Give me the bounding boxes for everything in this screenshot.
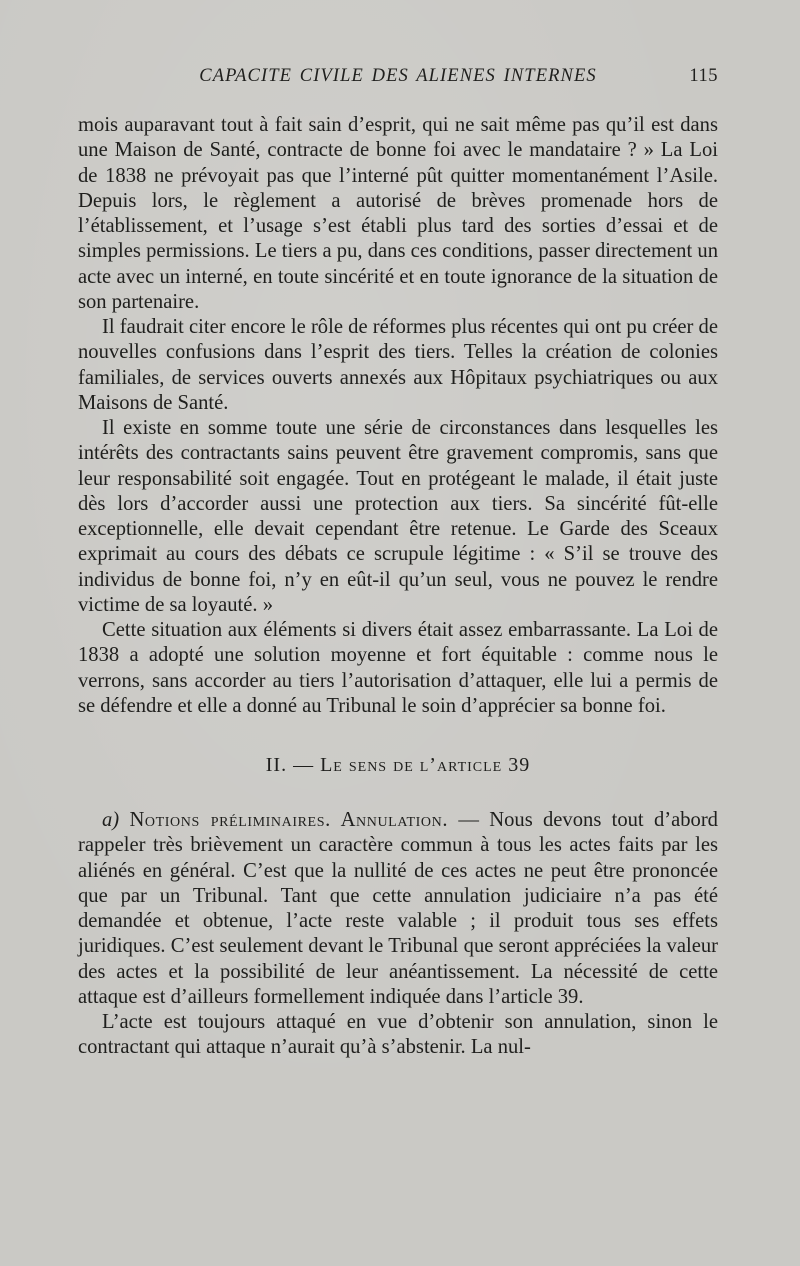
subsection-text: Nous devons tout d’abord rappeler très brièvement un caractère commun à tous les actes faits par les aliénés en général. C’est que la nullité de ces actes ne peut être prononcée que par un Tribunal. Tant que cette annulation judiciaire n’a pas été demandée et obtenue, l’acte reste valable ; il produit tous ses effets juridiques. C’est seulement devant le Tribunal que seront appréciées la valeur des actes et la possibilité de leur anéantissement. La nécessité de cette attaque est d’ailleurs formellement indiquée dans l’article 39. bbox=[78, 809, 718, 1008]
section-heading: II. — Le sens de l’article 39 bbox=[265, 754, 531, 776]
subsection-letter: a) bbox=[102, 809, 120, 831]
paragraph-2: Il faudrait citer encore le rôle de réformes plus récentes qui ont pu créer de nouvelles confusions dans l’esprit des tiers. Telles la création de colonies familiales, de services ouverts annexés aux Hôpitaux psychiatriques ou aux Maisons de Santé. bbox=[78, 316, 718, 414]
subsection-dash: — bbox=[448, 809, 490, 831]
paragraph-1: mois auparavant tout à fait sain d’esprit, qui ne sait même pas qu’il est dans une Maison de Santé, contracte de bonne foi avec le mandataire ? » La Loi de 1838 ne prévoyait pas que l’interné pût quitter momentanément l’Asile. Depuis lors, le règlement a autorisé de brèves promenade hors de l’établissement, et l’usage s’est établi plus tard des sorties d’essai et de simples permissions. Le tiers a pu, dans ces conditions, passer directement un acte avec un interné, en toute sincérité et en toute ignorance de la situation de son partenaire. bbox=[78, 114, 718, 313]
subsection-paragraph-1 bbox=[78, 808, 718, 1010]
paragraph-4: Cette situation aux éléments si divers était assez embarrassante. La Loi de 1838 a adopté une solution moyenne et fort équitable : comme nous le verrons, sans accorder au tiers l’autorisation d’attaquer, elle lui a permis de se défendre et elle a donné au Tribunal le soin d’apprécier sa bonne foi. bbox=[78, 619, 718, 717]
page-number: 115 bbox=[689, 66, 718, 86]
subsection-title: Notions préliminaires. Annulation. bbox=[129, 809, 449, 831]
subsection-paragraph-2: L’acte est toujours attaqué en vue d’obtenir son annulation, sinon le contractant qui attaque n’aurait qu’à s’abstenir. La nul- bbox=[78, 1011, 718, 1059]
page-header bbox=[78, 66, 718, 94]
running-title: CAPACITE CIVILE DES ALIENES INTERNES bbox=[199, 66, 597, 86]
paragraph-3: Il existe en somme toute une série de circonstances dans lesquelles les intérêts des contractants sains peuvent être gravement compromis, sans que leur responsabilité soit engagée. Tout en protégeant le malade, il était juste dès lors d’accorder aussi une protection aux tiers. Sa sincérité fût-elle exceptionnelle, elle devait cependant être retenue. Le Garde des Sceaux exprimait au cours des débats ce scrupule légitime : « S’il se trouve des individus de bonne foi, n’y en eût-il qu’un seul, vous ne pouvez le rendre victime de sa loyauté. » bbox=[78, 417, 718, 616]
body-text bbox=[78, 113, 718, 1061]
